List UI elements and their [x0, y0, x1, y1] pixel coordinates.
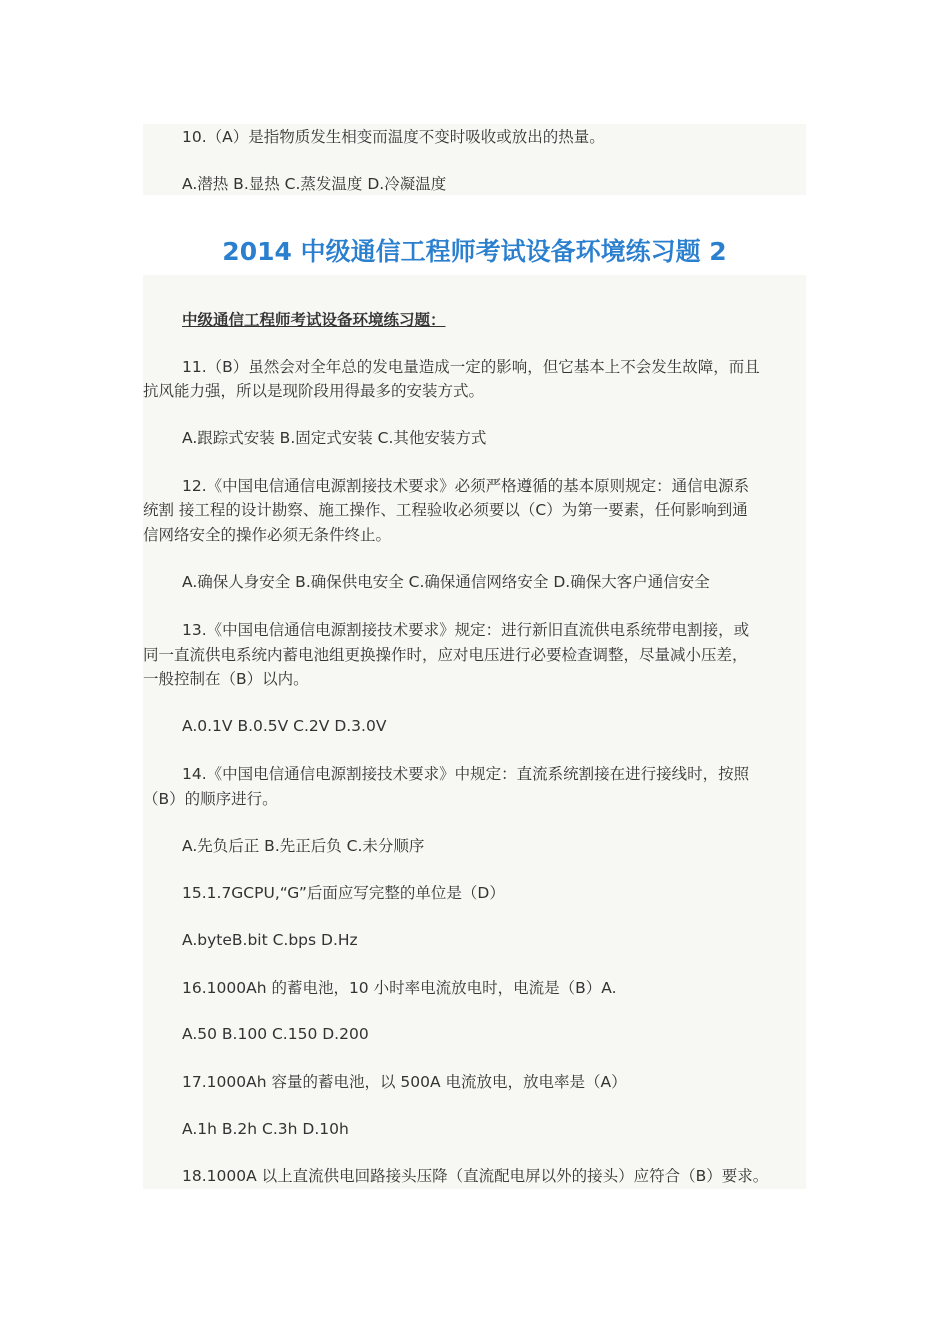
options-14: A.先负后正 B.先正后负 C.未分顺序 — [182, 837, 425, 855]
page-title: 2014 中级通信工程师考试设备环境练习题 2 — [222, 237, 727, 266]
question-12-line-1: 12.《中国电信通信电源割接技术要求》必须严格遵循的基本原则规定：通信电源系 — [182, 477, 750, 495]
options-13: A.0.1V B.0.5V C.2V D.3.0V — [182, 717, 387, 735]
subheading: 中级通信工程师考试设备环境练习题： — [182, 311, 446, 329]
options-12: A.确保人身安全 B.确保供电安全 C.确保通信网络安全 D.确保大客户通信安全 — [182, 573, 710, 591]
question-14-line-1: 14.《中国电信通信电源割接技术要求》中规定：直流系统割接在进行接线时，按照 — [182, 765, 750, 783]
question-15: 15.1.7GCPU,“G”后面应写完整的单位是（D） — [182, 884, 505, 902]
question-11-line-2: 抗风能力强，所以是现阶段用得最多的安装方式。 — [143, 382, 485, 400]
question-17: 17.1000Ah 容量的蓄电池，以 500A 电流放电，放电率是（A） — [182, 1073, 627, 1091]
question-13-line-2: 同一直流供电系统内蓄电池组更换操作时，应对电压进行必要检查调整，尽量减小压差， — [143, 646, 748, 664]
options-11: A.跟踪式安装 B.固定式安装 C.其他安装方式 — [182, 429, 487, 447]
question-13-line-1: 13.《中国电信通信电源割接技术要求》规定：进行新旧直流供电系统带电割接，或 — [182, 621, 750, 639]
question-10: 10.（A）是指物质发生相变而温度不变时吸收或放出的热量。 — [182, 128, 605, 146]
question-11-line-1: 11.（B）虽然会对全年总的发电量造成一定的影响，但它基本上不会发生故障，而且 — [182, 358, 760, 376]
options-15: A.byteB.bit C.bps D.Hz — [182, 931, 358, 949]
options-10: A.潜热 B.显热 C.蒸发温度 D.冷凝温度 — [182, 175, 447, 193]
question-18: 18.1000A 以上直流供电回路接头压降（直流配电屏以外的接头）应符合（B）要求。 — [182, 1167, 769, 1185]
question-14-line-2: （B）的顺序进行。 — [143, 790, 278, 808]
question-12-line-3: 信网络安全的操作必须无条件终止。 — [143, 526, 392, 544]
options-17: A.1h B.2h C.3h D.10h — [182, 1120, 349, 1138]
question-12-line-2: 统割 接工程的设计勘察、施工操作、工程验收必须要以（C）为第一要素，任何影响到通 — [143, 501, 748, 519]
options-16: A.50 B.100 C.150 D.200 — [182, 1025, 369, 1043]
question-13-line-3: 一般控制在（B）以内。 — [143, 670, 309, 688]
question-16: 16.1000Ah 的蓄电池，10 小时率电流放电时，电流是（B）A. — [182, 979, 617, 997]
